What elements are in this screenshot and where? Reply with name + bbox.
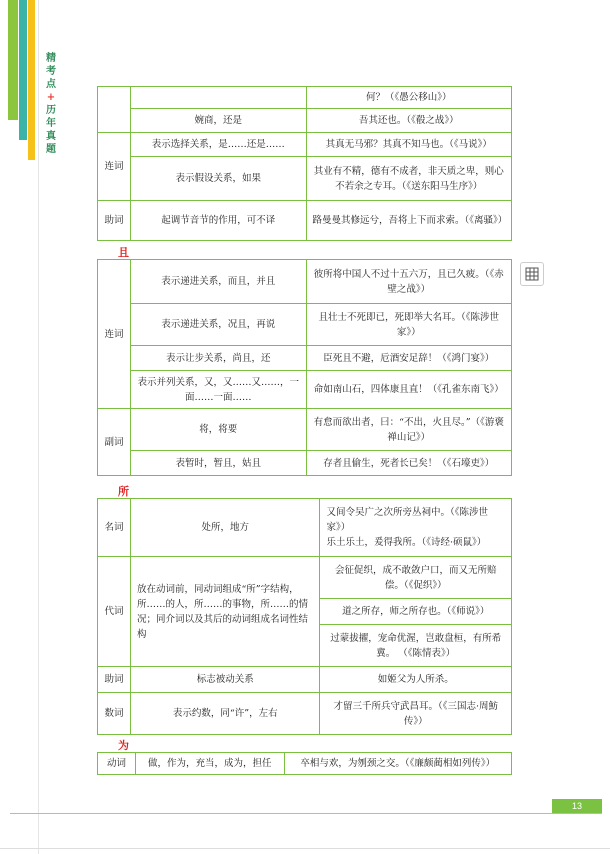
table-cell: 其真无马邪？其真不知马也。（《马说》） — [306, 133, 511, 157]
table-cell: 表示并列关系，又，又……又……，一面……一面…… — [130, 371, 306, 409]
table-row — [98, 451, 512, 476]
grid-icon — [525, 267, 539, 281]
table-cell: 才留三千所兵守武昌耳。（《三国志·周魴传》） — [320, 693, 512, 735]
table-cell: 臣死且不避，卮酒安足辞！（《鸿门宴》） — [306, 346, 512, 371]
table-qie — [97, 259, 512, 476]
table-row — [98, 409, 512, 451]
table-cell: 连词 — [98, 133, 131, 201]
table-row — [98, 201, 512, 241]
table-cell: 其业有不精，德有不成者，非天质之卑，则心不若余之专耳。（《送东阳马生序》） — [306, 157, 511, 201]
title-char: 年 — [46, 118, 56, 129]
table-cell: 代词 — [98, 557, 131, 667]
table-cell: 婉商，还是 — [130, 109, 306, 133]
sidebar-decoration — [0, 0, 60, 160]
yellow-bar — [28, 0, 35, 160]
table-qi — [97, 86, 512, 241]
table-row — [98, 109, 512, 133]
section-title-suo: 所 — [118, 485, 129, 498]
table-cell: 名词 — [98, 499, 131, 557]
title-char: 精 — [46, 53, 56, 64]
table-cell: 过蒙拔擢，宠命优渥，岂敢盘桓，有所希冀。 （《陈情表》） — [320, 625, 512, 667]
table-row — [98, 753, 512, 775]
table-cell: 表示约数，同“许”，左右 — [130, 693, 320, 735]
table-cell: 起调节音节的作用，可不译 — [130, 201, 306, 241]
title-char: 题 — [46, 144, 56, 155]
section-title-wei: 为 — [118, 739, 129, 752]
table-row — [98, 87, 512, 109]
table-cell: 有怠而欲出者，曰：“不出，火且尽。”（《游褒禅山记》） — [306, 409, 512, 451]
vertical-title — [44, 52, 58, 156]
table-cell: 吾其还也。（《殽之战》） — [306, 109, 511, 133]
table-cell: 处所，地方 — [130, 499, 320, 557]
table-row — [98, 667, 512, 693]
table-row — [98, 557, 512, 599]
example-line: 乐土乐土，爰得我所。（《诗经·硕鼠》） — [326, 537, 487, 548]
table-cell: 动词 — [98, 753, 136, 775]
table-cell: 将，将要 — [130, 409, 306, 451]
page-bottom-edge — [0, 848, 610, 849]
table-cell: 且壮士不死即已，死即举大名耳。（《陈涉世家》） — [306, 304, 512, 346]
title-char: 历 — [46, 105, 56, 116]
table-row — [98, 499, 512, 557]
table-icon[interactable] — [520, 262, 544, 286]
table-cell: 助词 — [98, 201, 131, 241]
table-cell: 连词 — [98, 260, 131, 409]
table-cell: 道之所存，师之所存也。（《师说》） — [320, 599, 512, 625]
table-row — [98, 260, 512, 304]
table-cell — [320, 499, 512, 557]
table-row — [98, 304, 512, 346]
table-row — [98, 133, 512, 157]
section-title-qie: 且 — [118, 246, 129, 259]
title-char: 点 — [46, 79, 56, 90]
table-cell: 如姬父为人所杀。 — [320, 667, 512, 693]
footer-divider — [10, 813, 602, 814]
table-row — [98, 346, 512, 371]
table-row — [98, 371, 512, 409]
table-cell: 表示递进关系，况且，再说 — [130, 304, 306, 346]
example-line: 又间令吴广之次所旁丛祠中。（《陈涉世家》） — [326, 507, 488, 533]
table-row — [98, 693, 512, 735]
table-wei — [97, 752, 512, 775]
table-cell: 标志被动关系 — [130, 667, 320, 693]
teal-bar — [19, 0, 27, 140]
table-cell: 副词 — [98, 409, 131, 476]
title-char: 真 — [46, 131, 56, 142]
table-cell: 表示递进关系，而且，并且 — [130, 260, 306, 304]
table-cell: 放在动词前，同动词组成“所”字结构，所……的人，所……的事物，所……的情况；同介词以及其后的动词组成名词性结构 — [130, 557, 320, 667]
table-cell: 表示选择关系，是……还是…… — [130, 133, 306, 157]
table-cell: 卒相与欢，为刎颈之交。（《廉颇蔺相如列传》） — [284, 753, 511, 775]
table-cell: 彼所将中国人不过十五六万，且已久疲。（《赤壁之战》） — [306, 260, 512, 304]
table-cell — [130, 87, 306, 109]
table-row — [98, 157, 512, 201]
table-cell: 路曼曼其修远兮，吾将上下而求索。（《离骚》） — [306, 201, 511, 241]
table-cell: 何？（《愚公移山》） — [306, 87, 511, 109]
table-cell: 表示让步关系，尚且，还 — [130, 346, 306, 371]
title-char: 考 — [46, 66, 56, 77]
table-cell: 会征促织，成不敢敛户口，而又无所赔偿。（《促织》） — [320, 557, 512, 599]
table-suo — [97, 498, 512, 735]
table-cell: 助词 — [98, 667, 131, 693]
table-cell: 命如南山石，四体康且直！（《孔雀东南飞》） — [306, 371, 512, 409]
table-cell: 数词 — [98, 693, 131, 735]
table-cell: 做，作为，充当，成为，担任 — [135, 753, 284, 775]
table-cell: 表示假设关系，如果 — [130, 157, 306, 201]
table-cell — [98, 87, 131, 133]
title-char: + — [46, 92, 56, 103]
table-cell: 存者且偷生，死者长已矣！（《石壕吏》） — [306, 451, 512, 476]
green-bar — [8, 0, 18, 120]
page-number: 13 — [552, 799, 602, 813]
table-cell: 表暂时，暂且，姑且 — [130, 451, 306, 476]
